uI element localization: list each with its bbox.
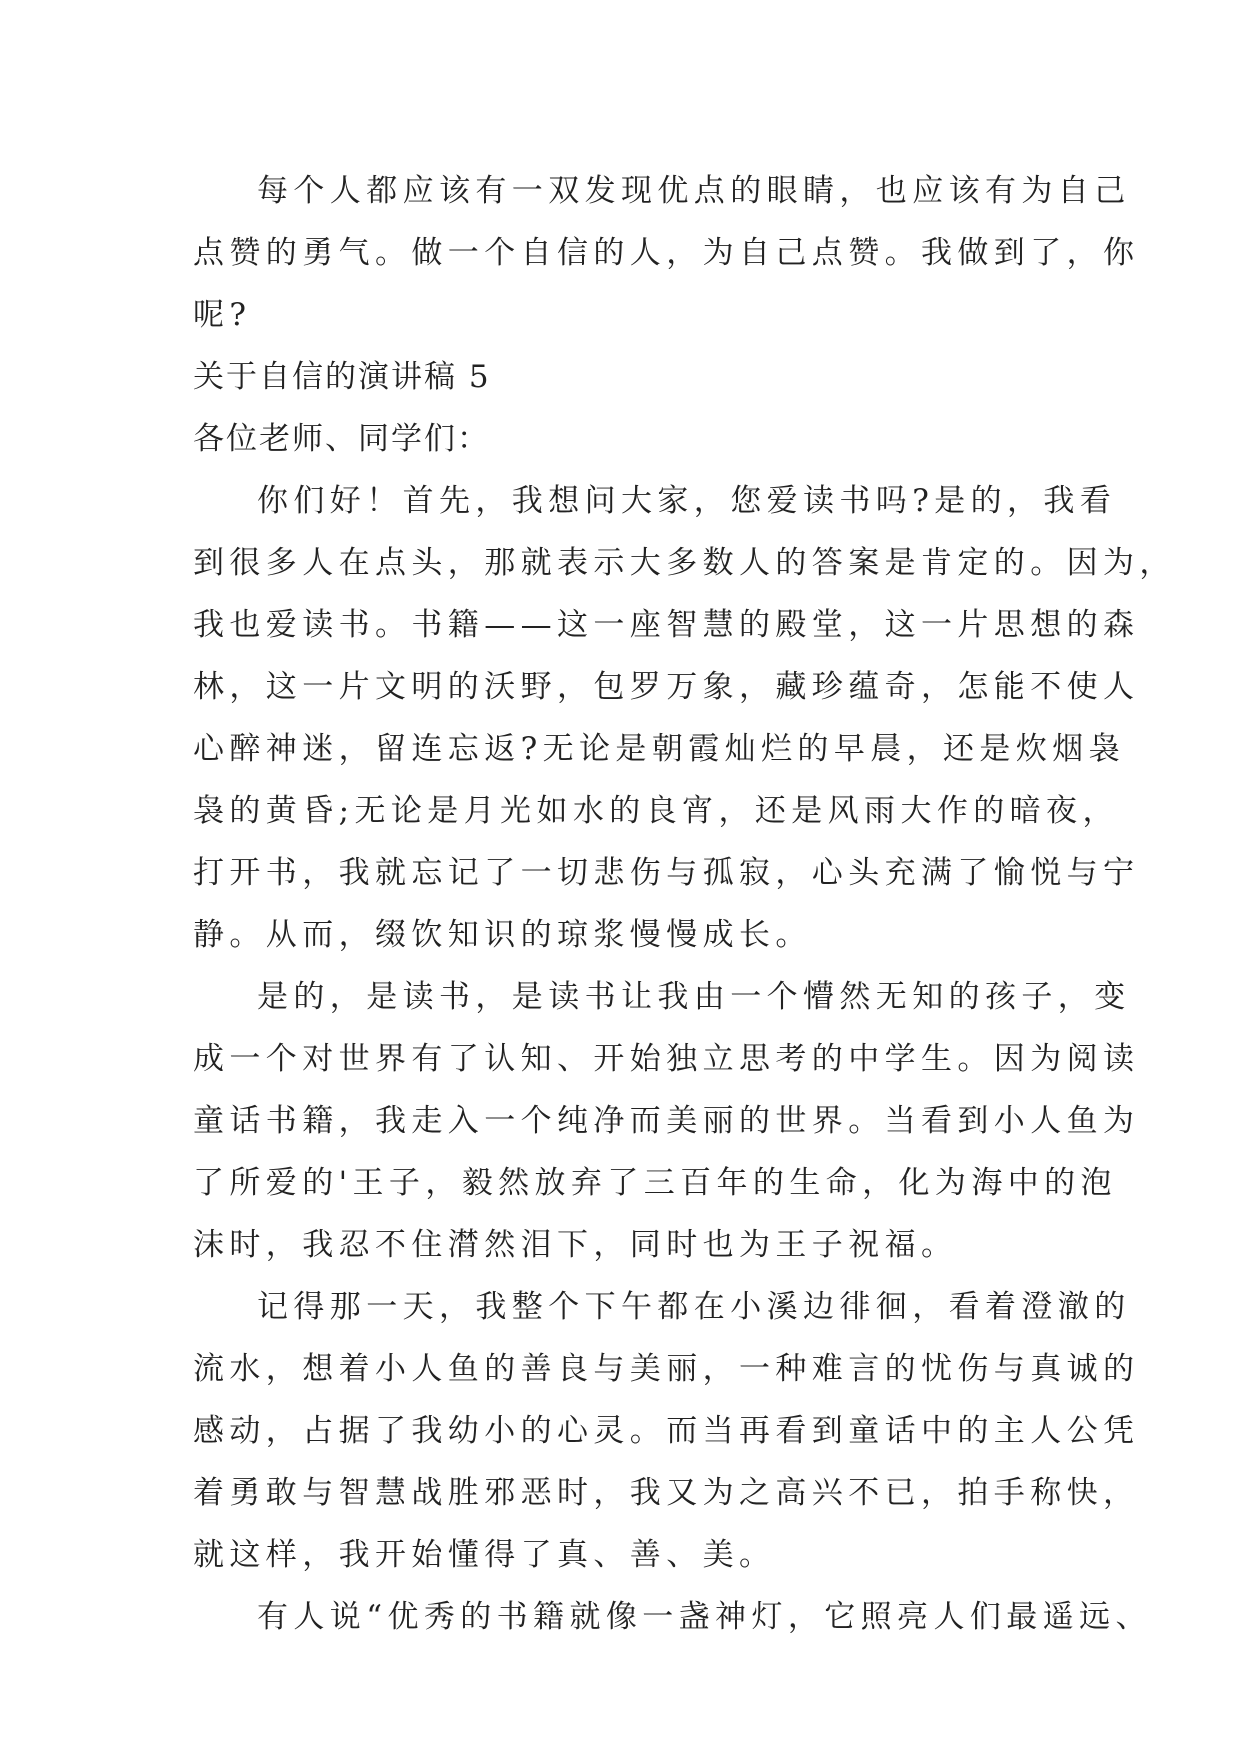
text-line: 沫时，我忍不住潸然泪下，同时也为王子祝福。 <box>193 1227 958 1263</box>
text-line: 流水，想着小人鱼的善良与美丽，一种难言的忧伤与真诚的 <box>193 1351 1140 1387</box>
text-line: 点赞的勇气。做一个自信的人，为自己点赞。我做到了，你 <box>193 235 1140 271</box>
text-line: 打开书，我就忘记了一切悲伤与孤寂，心头充满了愉悦与宁 <box>193 855 1140 891</box>
section-heading: 各位老师、同学们： <box>193 421 490 457</box>
text-line: 童话书籍，我走入一个纯净而美丽的世界。当看到小人鱼为 <box>193 1103 1140 1139</box>
text-line: 有人说“优秀的书籍就像一盏神灯，它照亮人们最遥远、 <box>257 1599 1152 1635</box>
text-line: 静。从而，缀饮知识的琼浆慢慢成长。 <box>193 917 812 953</box>
text-line: 呢? <box>193 297 252 333</box>
section-heading: 关于自信的演讲稿 5 <box>193 359 491 395</box>
text-line: 你们好！首先，我想问大家，您爱读书吗?是的，我看 <box>257 483 1117 519</box>
text-line: 感动，占据了我幼小的心灵。而当再看到童话中的主人公凭 <box>193 1413 1140 1449</box>
text-line: 每个人都应该有一双发现优点的眼睛，也应该有为自己 <box>257 173 1131 209</box>
text-line: 我也爱读书。书籍——这一座智慧的殿堂，这一片思想的森 <box>193 607 1140 643</box>
text-line: 成一个对世界有了认知、开始独立思考的中学生。因为阅读 <box>193 1041 1140 1077</box>
text-line: 着勇敢与智慧战胜邪恶时，我又为之高兴不已，拍手称快， <box>193 1475 1140 1511</box>
document-page <box>193 160 1176 1648</box>
text-line: 记得那一天，我整个下午都在小溪边徘徊，看着澄澈的 <box>257 1289 1131 1325</box>
text-line: 袅的黄昏;无论是月光如水的良宵，还是风雨大作的暗夜， <box>193 793 1119 829</box>
text-line: 就这样，我开始懂得了真、善、美。 <box>193 1537 776 1573</box>
text-line: 了所爱的'王子，毅然放弃了三百年的生命，化为海中的泡 <box>193 1165 1117 1201</box>
text-line: 心醉神迷，留连忘返?无论是朝霞灿烂的早晨，还是炊烟袅 <box>193 731 1126 767</box>
text-line: 是的，是读书，是读书让我由一个懵然无知的孩子，变 <box>257 979 1131 1015</box>
text-line: 到很多人在点头，那就表示大多数人的答案是肯定的。因为， <box>193 545 1176 581</box>
text-line: 林，这一片文明的沃野，包罗万象，藏珍蕴奇，怎能不使人 <box>193 669 1140 705</box>
